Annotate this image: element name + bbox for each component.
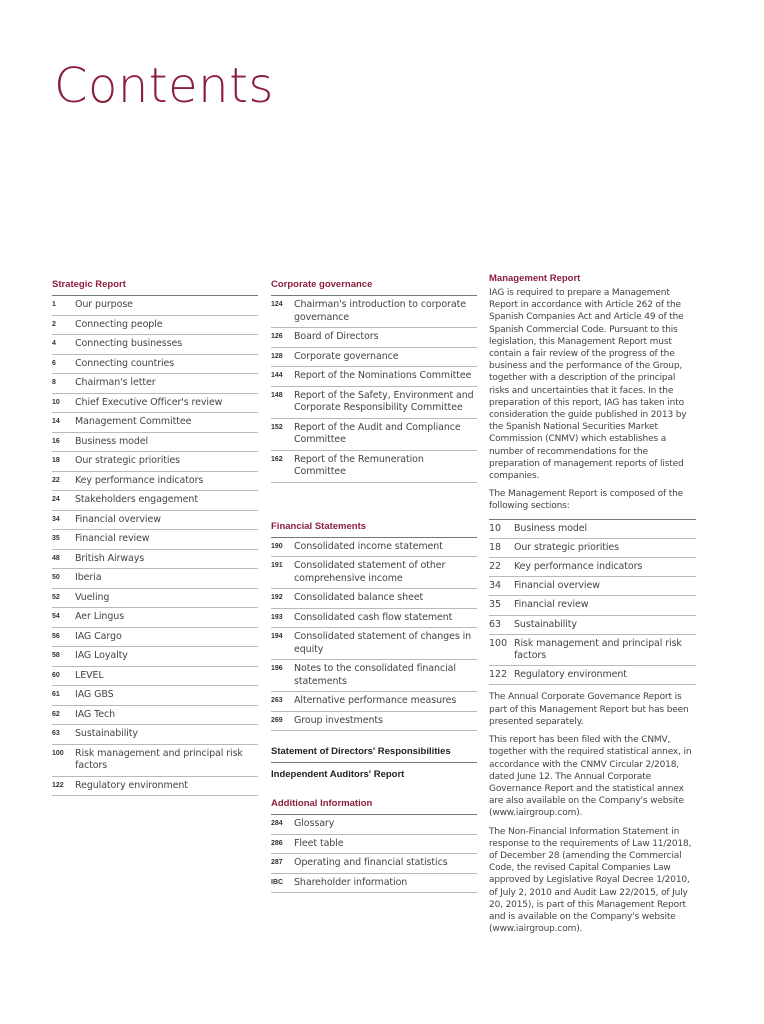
toc-entry[interactable] xyxy=(52,725,258,745)
toc-entry[interactable] xyxy=(52,745,258,777)
entry-label: Consolidated balance sheet xyxy=(294,592,424,603)
corporate-governance-report-note: The Annual Corporate Governance Report is part of this Management Report but has been presented separately. xyxy=(489,692,689,727)
toc-entry[interactable] xyxy=(52,706,258,726)
entry-label: Connecting businesses xyxy=(75,338,183,349)
cnmv-filing-note: This report has been filed with the CNMV, together with the required statistical annex, in accordance with the CNMV Circular 2/2018, dated June 12. The Annual Corporate Governance Report and the statistical annex are also available on the Company's website (www.iairgroup.com). xyxy=(489,735,692,819)
entry-label: Management Committee xyxy=(75,416,192,427)
additional-information-list xyxy=(271,814,477,893)
entry-label: Notes to the consolidated financial statements xyxy=(294,663,456,687)
entry-label: Report of the Remuneration Committee xyxy=(294,453,424,477)
toc-entry[interactable] xyxy=(52,394,258,414)
toc-entry[interactable] xyxy=(52,472,258,492)
spacer xyxy=(271,483,477,521)
page-number: 284 xyxy=(271,820,283,827)
strategic-report-heading: Strategic Report xyxy=(52,279,126,290)
strategic-report-list xyxy=(52,295,258,796)
toc-entry[interactable] xyxy=(52,667,258,687)
entry-label: Connecting countries xyxy=(75,357,175,369)
toc-entry[interactable] xyxy=(52,686,258,706)
management-report-sections-list xyxy=(489,519,696,686)
toc-entry[interactable] xyxy=(489,558,696,577)
management-report-intro: IAG is required to prepare a Management Report in accordance with Article 262 of the Spanish Companies Act and Article 49 of the Spanish Commercial Code. Pursuant to this legislation, this Management Report must contain a fair review of the progress of the business and the performance of the Group, together with a description of the principal risks and uncertainties that it faces. In the preparation of this report, IAG has taken into consideration the guide published in 2013 by the Spanish National Securities Market Commission (CNMV) which establishes a number of recommendations for the preparation of management reports of listed companies. xyxy=(489,288,687,482)
page-number: 18 xyxy=(52,457,60,464)
page-number: 63 xyxy=(489,618,502,630)
toc-entry[interactable] xyxy=(52,647,258,667)
page-number: 128 xyxy=(271,352,283,360)
page-number: 10 xyxy=(52,398,60,406)
toc-entry[interactable] xyxy=(52,374,258,394)
strategic-report-column xyxy=(52,279,258,796)
page-number: 269 xyxy=(271,716,283,724)
entry-label: IAG Cargo xyxy=(75,630,122,642)
page-number: 4 xyxy=(52,340,56,347)
page-number: 100 xyxy=(52,749,64,757)
entry-label: British Airways xyxy=(75,552,145,564)
page-number: 196 xyxy=(271,665,283,672)
entry-label: Connecting people xyxy=(75,318,163,330)
entry-label: Our strategic priorities xyxy=(75,455,180,466)
page-number: 144 xyxy=(271,372,283,379)
toc-entry[interactable] xyxy=(489,539,696,558)
toc-entry[interactable] xyxy=(52,452,258,472)
toc-entry[interactable] xyxy=(271,874,477,894)
toc-entry[interactable] xyxy=(489,616,696,635)
toc-entry[interactable] xyxy=(52,511,258,531)
entry-label: Shareholder information xyxy=(294,876,408,888)
page-number: 35 xyxy=(52,535,60,542)
toc-entry[interactable] xyxy=(271,712,477,732)
page-number: 34 xyxy=(52,515,60,523)
page-number: 48 xyxy=(52,554,60,562)
entry-label: Financial review xyxy=(75,533,150,544)
toc-entry[interactable] xyxy=(489,520,696,539)
entry-label: Our strategic priorities xyxy=(514,541,619,553)
entry-label: Aer Lingus xyxy=(75,611,125,622)
toc-entry[interactable] xyxy=(489,596,696,615)
page-number: 35 xyxy=(489,599,502,611)
page-number: 1 xyxy=(52,301,56,308)
entry-label: Vueling xyxy=(75,591,110,603)
entry-label: IAG Tech xyxy=(75,708,115,720)
non-financial-statement-note: The Non-Financial Information Statement in response to the requirements of Law 11/2018, of December 28 (amending the Commercial Code, the revised Capital Companies Law approved by Legislative Royal Decree 1/2010, of July 2, 2010 and Audit Law 22/2015, of July 20, 2015), is part of this Management Report and is available on the Company's website (www.iairgroup.com). xyxy=(489,826,692,935)
entry-label: Financial overview xyxy=(514,580,600,592)
toc-entry[interactable] xyxy=(52,433,258,453)
toc-entry[interactable] xyxy=(271,815,477,835)
page-number: 100 xyxy=(489,637,508,649)
page-number: 190 xyxy=(271,542,283,550)
entry-label: Alternative performance measures xyxy=(294,695,457,706)
page-number: 192 xyxy=(271,594,283,601)
page-number: 6 xyxy=(52,359,56,367)
corporate-governance-heading: Corporate governance xyxy=(271,279,373,290)
entry-label: Regulatory environment xyxy=(75,779,188,791)
page-number: 56 xyxy=(52,632,60,640)
entry-label: Sustainability xyxy=(75,728,138,739)
page-number: 148 xyxy=(271,391,283,399)
page-number: 16 xyxy=(52,437,60,445)
entry-label: Consolidated statement of other comprehensive income xyxy=(294,560,446,584)
toc-entry[interactable] xyxy=(271,387,477,419)
page-number: 54 xyxy=(52,613,60,620)
toc-entry[interactable] xyxy=(271,692,477,712)
entry-label: Risk management and principal risk factors xyxy=(514,637,682,662)
entry-label: Group investments xyxy=(294,714,383,726)
page-number: 124 xyxy=(271,301,283,308)
toc-entry[interactable] xyxy=(271,296,477,328)
page-number: 122 xyxy=(489,669,508,681)
entry-label: Board of Directors xyxy=(294,331,379,342)
entry-label: LEVEL xyxy=(75,669,104,681)
page-number: 126 xyxy=(271,333,283,340)
page-number: 63 xyxy=(52,730,60,737)
entry-label: Iberia xyxy=(75,572,102,583)
page-number: 286 xyxy=(271,839,283,847)
management-report-sections-intro: The Management Report is composed of the following sections: xyxy=(489,489,684,512)
toc-entry[interactable] xyxy=(271,854,477,874)
toc-entry[interactable] xyxy=(489,666,696,685)
entry-label: Sustainability xyxy=(514,618,577,630)
page-number: 24 xyxy=(52,496,60,503)
page-number: 152 xyxy=(271,423,283,431)
toc-entry[interactable] xyxy=(271,609,477,629)
entry-label: Fleet table xyxy=(294,837,344,849)
page-number: IBC xyxy=(271,878,284,886)
page-number: 122 xyxy=(52,781,64,789)
entry-label: Chairman's letter xyxy=(75,377,156,388)
page-number: 2 xyxy=(52,320,56,328)
page-number: 22 xyxy=(489,561,502,573)
toc-entry[interactable] xyxy=(52,316,258,336)
entry-label: Stakeholders engagement xyxy=(75,494,198,505)
spacer xyxy=(271,785,477,798)
toc-entry[interactable] xyxy=(271,660,477,692)
toc-entry[interactable] xyxy=(271,557,477,589)
page-number: 191 xyxy=(271,562,283,569)
governance-column xyxy=(271,279,477,893)
page-number: 8 xyxy=(52,379,56,386)
page-number: 18 xyxy=(489,541,502,553)
page-number: 50 xyxy=(52,574,60,581)
toc-entry[interactable] xyxy=(52,335,258,355)
entry-label: IAG GBS xyxy=(75,689,114,700)
page-number: 193 xyxy=(271,613,283,621)
entry-label: Financial review xyxy=(514,599,589,611)
entry-label: Business model xyxy=(514,522,588,534)
page-number: 58 xyxy=(52,652,60,659)
toc-entry[interactable] xyxy=(52,491,258,511)
toc-entry[interactable] xyxy=(271,628,477,660)
toc-entry[interactable] xyxy=(489,577,696,596)
page-number: 22 xyxy=(52,476,60,484)
page-number: 263 xyxy=(271,697,283,704)
entry-label: Consolidated statement of changes in equity xyxy=(294,631,472,655)
toc-entry[interactable] xyxy=(52,628,258,648)
page-number: 61 xyxy=(52,691,60,698)
corporate-governance-list xyxy=(271,295,477,483)
spacer xyxy=(271,731,477,743)
page-number: 62 xyxy=(52,710,60,718)
toc-entry[interactable] xyxy=(52,530,258,550)
toc-entry[interactable] xyxy=(52,355,258,375)
toc-entry[interactable] xyxy=(271,348,477,368)
management-report-heading: Management Report xyxy=(489,273,581,284)
toc-entry[interactable] xyxy=(52,589,258,609)
page-number: 162 xyxy=(271,455,283,463)
entry-label: Risk management and principal risk factors xyxy=(75,747,243,771)
entry-label: Consolidated income statement xyxy=(294,540,443,552)
entry-label: Corporate governance xyxy=(294,350,399,362)
page-number: 287 xyxy=(271,859,283,866)
toc-entry[interactable] xyxy=(52,413,258,433)
entry-label: Business model xyxy=(75,435,149,447)
entry-label: Chief Executive Officer's review xyxy=(75,396,223,408)
page-number: 52 xyxy=(52,593,60,601)
entry-label: Key performance indicators xyxy=(514,561,643,573)
toc-entry[interactable] xyxy=(271,589,477,609)
entry-label: Consolidated cash flow statement xyxy=(294,611,453,623)
toc-entry[interactable] xyxy=(52,608,258,628)
toc-entry[interactable] xyxy=(271,835,477,855)
page-number: 60 xyxy=(52,671,60,679)
page-number: 14 xyxy=(52,418,60,425)
toc-entry[interactable] xyxy=(489,635,696,666)
toc-entry[interactable] xyxy=(271,328,477,348)
entry-label: Report of the Audit and Compliance Committee xyxy=(294,421,461,445)
financial-statements-list xyxy=(271,537,477,732)
directors-responsibilities-link[interactable]: Statement of Directors' Responsibilities xyxy=(271,743,477,763)
additional-information-heading: Additional Information xyxy=(271,798,373,809)
entry-label: Chairman's introduction to corporate governance xyxy=(294,299,466,323)
entry-label: Report of the Nominations Committee xyxy=(294,370,472,381)
toc-entry[interactable] xyxy=(271,419,477,451)
toc-entry[interactable] xyxy=(271,451,477,483)
entry-label: Regulatory environment xyxy=(514,669,627,681)
entry-label: Report of the Safety, Environment and Corporate Responsibility Committee xyxy=(294,389,474,413)
page-number: 194 xyxy=(271,633,283,640)
management-report-column xyxy=(489,273,696,941)
page-title: Contents xyxy=(54,58,274,114)
page-number: 34 xyxy=(489,580,502,592)
entry-label: IAG Loyalty xyxy=(75,650,128,661)
toc-entry[interactable] xyxy=(52,777,258,797)
toc-entry[interactable] xyxy=(52,550,258,570)
independent-auditors-report-link[interactable]: Independent Auditors' Report xyxy=(271,769,405,780)
toc-entry[interactable] xyxy=(52,569,258,589)
financial-statements-heading: Financial Statements xyxy=(271,520,367,532)
entry-label: Key performance indicators xyxy=(75,474,204,486)
entry-label: Glossary xyxy=(294,818,335,829)
entry-label: Operating and financial statistics xyxy=(294,857,448,868)
toc-entry[interactable] xyxy=(52,296,258,316)
toc-entry[interactable] xyxy=(271,538,477,558)
toc-entry[interactable] xyxy=(271,367,477,387)
entry-label: Our purpose xyxy=(75,299,133,310)
entry-label: Financial overview xyxy=(75,513,161,525)
page-number: 10 xyxy=(489,522,502,534)
